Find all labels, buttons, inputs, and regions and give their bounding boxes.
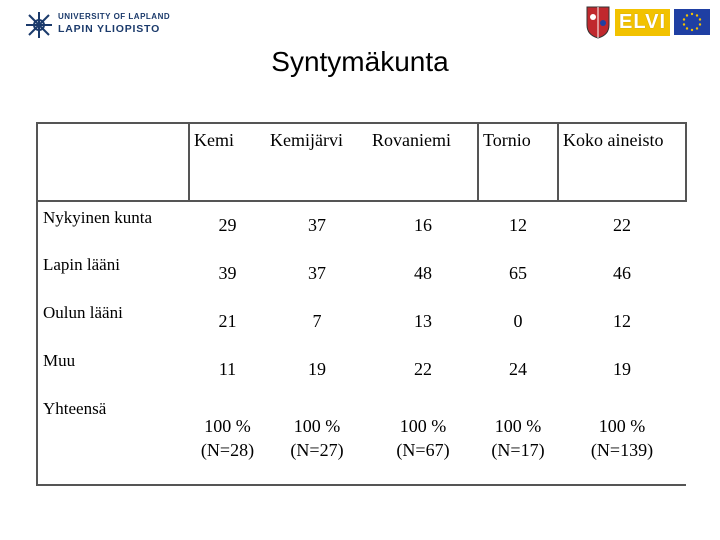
column-header: Tornio <box>478 123 558 201</box>
column-header: Koko aineisto <box>558 123 686 201</box>
row-label: Lapin lääni <box>43 255 120 274</box>
table-header-row <box>37 123 686 201</box>
elvi-logo <box>615 9 670 36</box>
page-title: Syntymäkunta <box>271 46 449 77</box>
table-cell <box>478 393 558 485</box>
total-count: (N=139) <box>590 439 654 460</box>
table-cell: 46 <box>613 262 631 283</box>
table-cell: 37 <box>308 262 326 283</box>
elvi-logo-text: ELVI <box>619 10 666 33</box>
birthplace-table <box>36 122 687 486</box>
table-cell: 12 <box>509 215 527 235</box>
table-cell: 0 <box>513 310 523 331</box>
total-count: (N=27) <box>290 439 344 460</box>
total-count: (N=67) <box>396 439 450 460</box>
total-percent: 100 % <box>494 416 542 437</box>
column-header: Kemi <box>189 123 266 201</box>
table-cell: 37 <box>308 215 326 235</box>
column-header: Kemijärvi <box>266 123 368 201</box>
total-percent: 100 % <box>598 416 646 437</box>
table-cell: 24 <box>509 358 527 379</box>
table-row <box>37 201 686 249</box>
table-cell: 12 <box>613 310 631 331</box>
snowflake-icon <box>24 10 54 40</box>
total-count: (N=17) <box>491 439 545 460</box>
total-percent: 100 % <box>399 416 447 437</box>
table-cell: 11 <box>218 358 237 379</box>
table-cell: 13 <box>414 310 432 331</box>
university-name-fi: LAPIN YLIOPISTO <box>58 23 161 35</box>
table-cell: 22 <box>414 358 432 379</box>
table-cell: 48 <box>414 262 432 283</box>
corner-cell <box>37 123 189 201</box>
total-percent: 100 % <box>293 416 341 437</box>
total-count: (N=28) <box>200 439 255 460</box>
table-row <box>37 249 686 297</box>
table-total-row <box>37 393 686 485</box>
table-cell: 22 <box>613 215 631 235</box>
table-cell: 16 <box>414 215 432 235</box>
table-cell: 21 <box>218 310 237 331</box>
table-cell <box>368 393 478 485</box>
coat-of-arms-icon <box>585 5 611 39</box>
partner-logos <box>585 4 710 40</box>
table-cell: 19 <box>308 358 326 379</box>
row-label: Oulun lääni <box>43 303 123 322</box>
row-label: Yhteensä <box>43 399 107 418</box>
table-row <box>37 297 686 345</box>
row-label: Nykyinen kunta <box>43 208 153 227</box>
total-percent: 100 % <box>204 416 251 437</box>
table-cell <box>189 393 266 485</box>
column-header: Rovaniemi <box>368 123 478 201</box>
table-cell: 7 <box>312 310 322 331</box>
table-cell <box>558 393 686 485</box>
row-label: Muu <box>43 351 76 370</box>
table-cell: 65 <box>509 262 527 283</box>
table-cell: 39 <box>218 262 237 283</box>
eu-flag-icon <box>674 9 710 35</box>
table-cell: 19 <box>613 358 631 379</box>
table-cell <box>266 393 368 485</box>
table-cell: 29 <box>218 215 237 235</box>
table-row <box>37 345 686 393</box>
university-name-en: UNIVERSITY OF LAPLAND <box>58 12 171 21</box>
